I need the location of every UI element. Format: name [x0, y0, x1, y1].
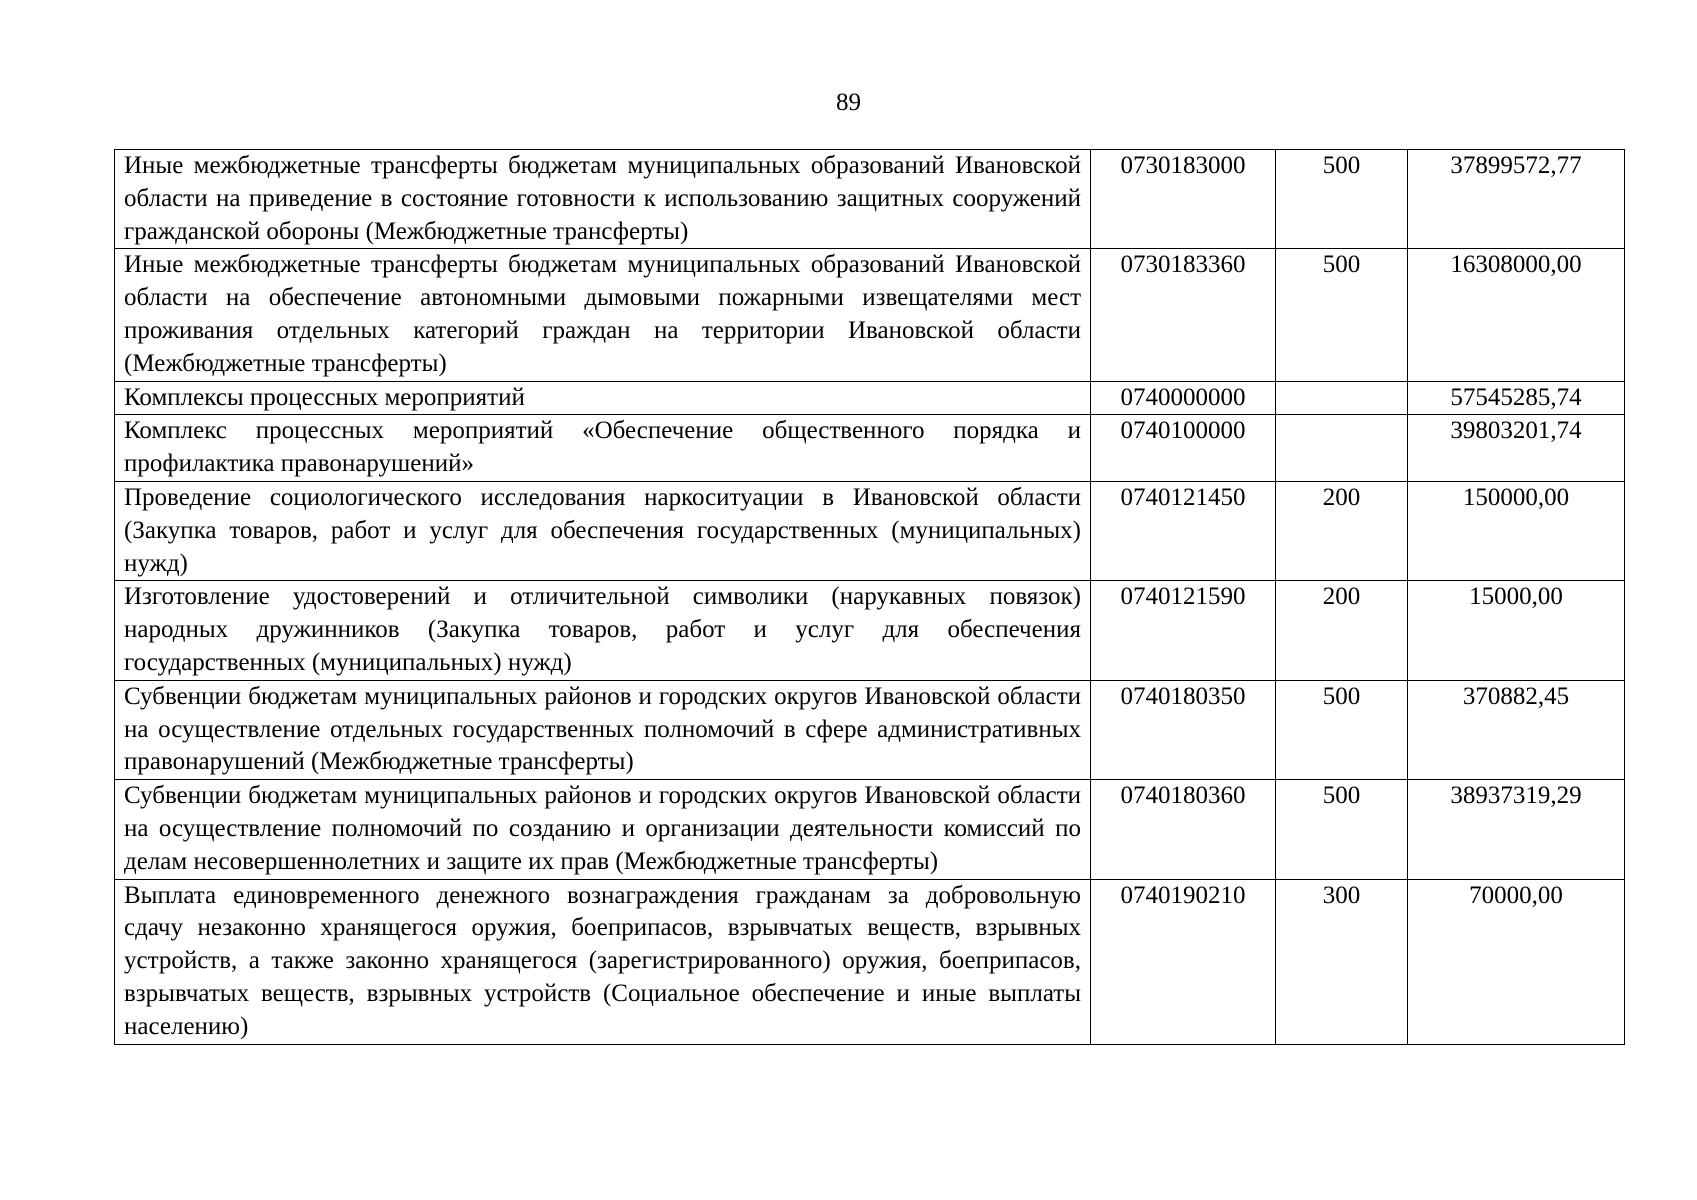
row-vr-cell — [1276, 381, 1408, 415]
row-name-cell: Иные межбюджетные трансферты бюджетам муниципальных образований Ивановской области на обеспечение автономными дымовыми пожарными извещателями мест проживания отдельных категорий граждан на территории Ивановской области (Межбюджетные трансферты) — [115, 249, 1091, 381]
page-number: 89 — [836, 89, 861, 116]
table-row — [115, 249, 1625, 381]
row-vr-cell: 300 — [1276, 879, 1408, 1044]
row-sum-cell: 38937319,29 — [1408, 780, 1625, 879]
row-vr-cell: 500 — [1276, 150, 1408, 249]
row-name-cell: Иные межбюджетные трансферты бюджетам муниципальных образований Ивановской области на приведение в состояние готовности к использованию защитных сооружений гражданской обороны (Межбюджетные трансферты) — [115, 150, 1091, 249]
row-csr-cell: 0730183360 — [1091, 249, 1276, 381]
row-name-cell: Комплексы процессных мероприятий — [115, 381, 1091, 415]
row-vr-cell: 200 — [1276, 481, 1408, 580]
table-row — [115, 879, 1625, 1044]
row-sum-cell: 15000,00 — [1408, 581, 1625, 680]
row-csr-cell: 0740180360 — [1091, 780, 1276, 879]
row-csr-cell: 0740180350 — [1091, 680, 1276, 779]
row-csr-cell: 0730183000 — [1091, 150, 1276, 249]
row-vr-cell: 500 — [1276, 780, 1408, 879]
table-row — [115, 680, 1625, 779]
row-vr-cell — [1276, 415, 1408, 482]
budget-table — [114, 149, 1625, 1045]
row-csr-cell: 0740000000 — [1091, 381, 1276, 415]
row-name-cell: Комплекс процессных мероприятий «Обеспечение общественного порядка и профилактика правонарушений» — [115, 415, 1091, 482]
row-csr-cell: 0740100000 — [1091, 415, 1276, 482]
row-sum-cell: 150000,00 — [1408, 481, 1625, 580]
row-name-cell: Изготовление удостоверений и отличительной символики (нарукавных повязок) народных дружинников (Закупка товаров, работ и услуг для обеспечения государственных (муниципальных) нужд) — [115, 581, 1091, 680]
row-csr-cell: 0740190210 — [1091, 879, 1276, 1044]
row-csr-cell: 0740121590 — [1091, 581, 1276, 680]
row-sum-cell: 39803201,74 — [1408, 415, 1625, 482]
row-sum-cell: 37899572,77 — [1408, 150, 1625, 249]
table-row — [115, 415, 1625, 482]
row-vr-cell: 500 — [1276, 680, 1408, 779]
row-name-cell: Субвенции бюджетам муниципальных районов и городских округов Ивановской области на осуществление отдельных государственных полномочий в сфере административных правонарушений (Межбюджетные трансферты) — [115, 680, 1091, 779]
table-row — [115, 150, 1625, 249]
table-row — [115, 381, 1625, 415]
row-sum-cell: 370882,45 — [1408, 680, 1625, 779]
row-vr-cell: 200 — [1276, 581, 1408, 680]
table-row — [115, 581, 1625, 680]
row-name-cell: Проведение социологического исследования наркоситуации в Ивановской области (Закупка товаров, работ и услуг для обеспечения государственных (муниципальных) нужд) — [115, 481, 1091, 580]
row-sum-cell: 70000,00 — [1408, 879, 1625, 1044]
row-csr-cell: 0740121450 — [1091, 481, 1276, 580]
table-row — [115, 481, 1625, 580]
budget-table-body — [115, 150, 1625, 1045]
row-sum-cell: 16308000,00 — [1408, 249, 1625, 381]
row-name-cell: Выплата единовременного денежного вознаграждения гражданам за добровольную сдачу незаконно хранящегося оружия, боеприпасов, взрывчатых веществ, взрывных устройств, а также законно хранящегося (зарегистрированного) оружия, боеприпасов, взрывчатых веществ, взрывных устройств (Социальное обеспечение и иные выплаты населению) — [115, 879, 1091, 1044]
row-vr-cell: 500 — [1276, 249, 1408, 381]
table-row — [115, 780, 1625, 879]
row-name-cell: Субвенции бюджетам муниципальных районов и городских округов Ивановской области на осуществление полномочий по созданию и организации деятельности комиссий по делам несовершеннолетних и защите их прав (Межбюджетные трансферты) — [115, 780, 1091, 879]
row-sum-cell: 57545285,74 — [1408, 381, 1625, 415]
